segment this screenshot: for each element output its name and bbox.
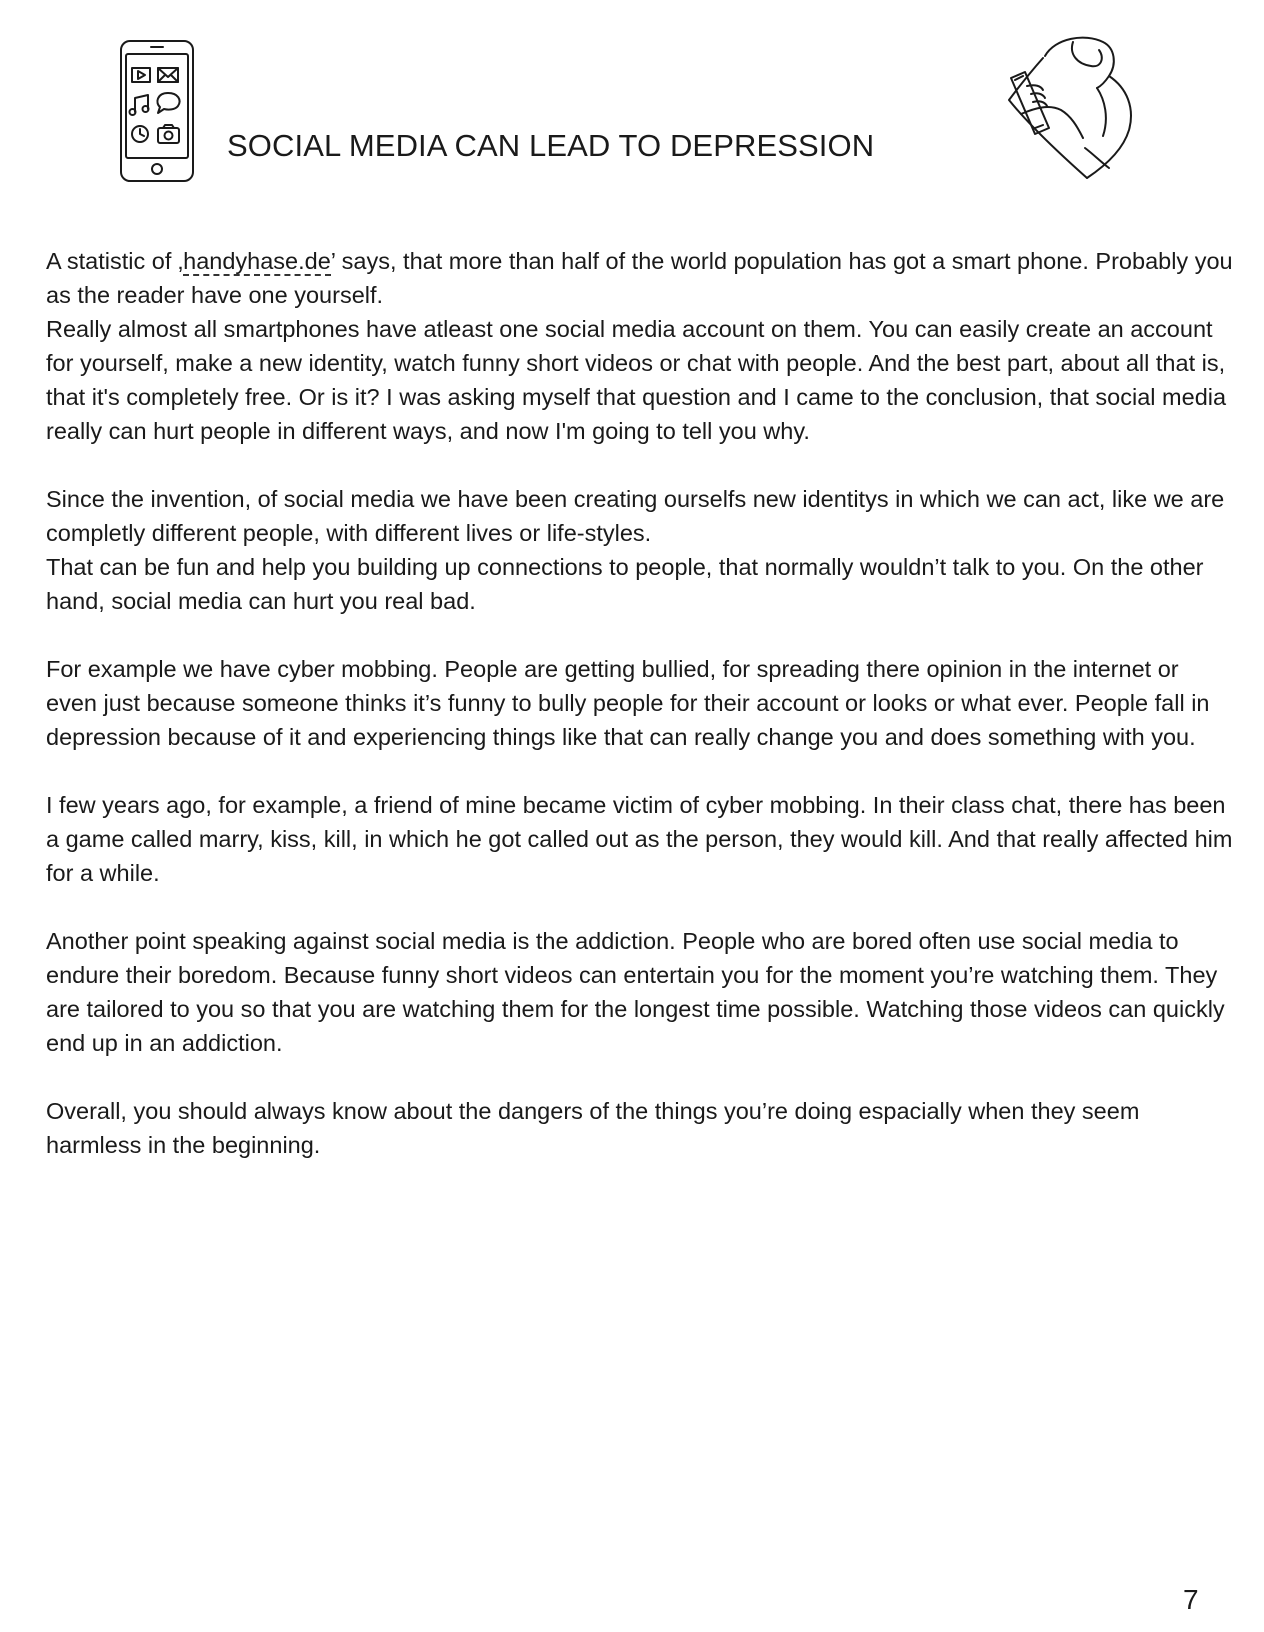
paragraph-text: Really almost all smartphones have atleast one social media account on them. You can easily create an account for yourself, make a new identity, watch funny short videos or chat with people. And the best part, about all that is, that it's completely free. Or is it? I was asking myself that question and I came to the conclusion, that social media really can hurt people in different ways, and now I'm going to tell you why. — [46, 316, 1227, 444]
paragraph-addiction: Another point speaking against social media is the addiction. People who are bored often use social media to endure their boredom. Because funny short videos can entertain you for the moment you’re watching them. They are tailored to you so that you are watching them for the longest time possible. Watching those videos can quickly end up in an addiction. — [46, 928, 1225, 1056]
article-body — [46, 244, 1236, 1196]
person-with-phone-illustration-icon — [1005, 28, 1155, 188]
source-link-handyhase[interactable]: handyhase.de — [183, 248, 331, 274]
smartphone-illustration-icon — [118, 38, 198, 186]
paragraph-intro — [46, 244, 1236, 448]
paragraph-text: ’ says, that more than half of the world population has got a smart phone. Probably you as the reader have one yourself. — [46, 248, 1233, 308]
page-title: SOCIAL MEDIA CAN LEAD TO DEPRESSION — [227, 128, 875, 163]
page-number: 7 — [1183, 1584, 1199, 1615]
paragraph-text: Since the invention, of social media we have been creating ourselfs new identitys in which we can act, like we are completly different people, with different lives or life-styles. — [46, 486, 1225, 546]
paragraph-conclusion: Overall, you should always know about the dangers of the things you’re doing espacially when they seem harmless in the beginning. — [46, 1098, 1140, 1158]
paragraph-friend-example: I few years ago, for example, a friend of mine became victim of cyber mobbing. In their class chat, there has been a game called marry, kiss, kill, in which he got called out as the person, they would kill. And that really affected him for a while. — [46, 792, 1233, 886]
paragraph-identities — [46, 482, 1236, 618]
paragraph-text: That can be fun and help you building up connections to people, that normally wouldn’t talk to you. On the other hand, social media can hurt you real bad. — [46, 554, 1204, 614]
paragraph-text: A statistic of ‚ — [46, 248, 184, 274]
paragraph-cyber-mobbing: For example we have cyber mobbing. People are getting bullied, for spreading there opinion in the internet or even just because someone thinks it’s funny to bully people for their account or looks or what ever. People fall in depression because of it and experiencing things like that can really change you and does something with you. — [46, 656, 1210, 750]
